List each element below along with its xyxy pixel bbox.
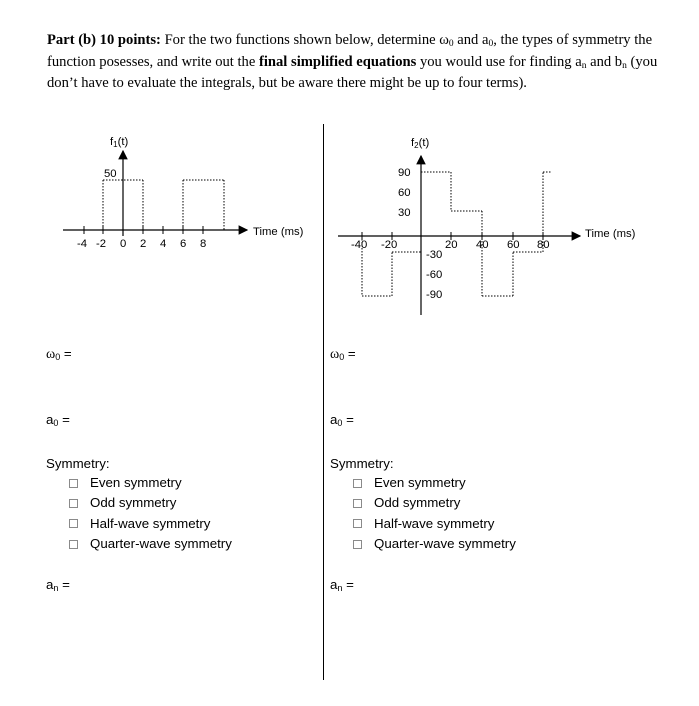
right-option-half-wave[interactable] <box>330 514 516 534</box>
right-omega-field[interactable] <box>330 346 356 363</box>
graph2-ytick: 90 <box>398 167 411 179</box>
graph2-ylabel: f2(t) <box>411 137 430 150</box>
graph2-ytick: -30 <box>426 249 443 261</box>
intro-sub-omega: 0 <box>448 39 454 49</box>
option-label: Half-wave symmetry <box>374 515 495 531</box>
left-option-half-wave[interactable] <box>46 514 232 534</box>
intro-text-2: and a <box>453 32 489 48</box>
intro-sub-an: n <box>581 60 587 71</box>
omega-eq: = <box>344 346 356 361</box>
intro-bold: final simplified equations <box>258 53 417 70</box>
symmetry-title: Symmetry: <box>330 456 394 471</box>
graph1-xtick: 8 <box>200 238 207 250</box>
left-option-even[interactable] <box>46 473 232 493</box>
omega-sub: 0 <box>55 352 61 362</box>
left-omega-field[interactable] <box>46 346 72 363</box>
checkbox-icon[interactable] <box>353 479 362 488</box>
omega-symbol: ω <box>330 347 340 362</box>
left-option-quarter-wave[interactable] <box>46 534 232 554</box>
omega-eq: = <box>60 346 72 361</box>
graph1-xtick: -4 <box>77 238 88 250</box>
right-an-field[interactable] <box>330 577 354 592</box>
an-eq: = <box>342 577 354 592</box>
checkbox-icon[interactable] <box>353 499 362 508</box>
graph2-ytick: -90 <box>426 289 443 301</box>
graph2-ytick: -60 <box>426 269 443 281</box>
option-label: Quarter-wave symmetry <box>374 536 516 552</box>
graph2-xlabel: Time (ms) <box>585 228 636 240</box>
graph1-xtick: 0 <box>120 238 127 250</box>
option-label: Odd symmetry <box>374 495 461 511</box>
a0-eq: = <box>58 412 70 427</box>
intro-sub-a: 0 <box>488 39 494 49</box>
graph1-xlabel: Time (ms) <box>253 226 304 238</box>
checkbox-icon[interactable] <box>69 479 78 488</box>
graph2-xtick: 20 <box>445 239 458 251</box>
checkbox-icon[interactable] <box>353 519 362 528</box>
an-label: a <box>46 577 54 592</box>
part-label: Part (b) 10 points: <box>47 32 161 48</box>
intro-text-6: (you don’t have to evaluate the integrals, but be aware there might be up to four terms). <box>47 53 658 91</box>
intro-text-1: For the two functions shown below, determine ω <box>160 32 449 48</box>
intro-sub-bn: n <box>622 60 627 71</box>
an-label: a <box>330 577 338 592</box>
graph1-xtick: 6 <box>180 238 187 250</box>
an-sub: n <box>337 583 343 593</box>
intro-text-5: and b <box>586 53 623 70</box>
a0-eq: = <box>342 412 354 427</box>
right-option-odd[interactable] <box>330 493 516 513</box>
right-symmetry-group <box>330 455 516 554</box>
a0-label: a <box>46 412 54 427</box>
checkbox-icon[interactable] <box>69 499 78 508</box>
omega-sub: 0 <box>339 352 345 362</box>
left-an-field[interactable] <box>46 577 70 592</box>
an-eq: = <box>58 577 70 592</box>
graph2-xtick: 60 <box>507 239 520 251</box>
checkbox-icon[interactable] <box>69 519 78 528</box>
graph1-ytick-50: 50 <box>104 168 117 180</box>
option-label: Even symmetry <box>90 475 182 491</box>
symmetry-title: Symmetry: <box>46 456 110 471</box>
a0-label: a <box>330 412 338 427</box>
graph1-xtick: -2 <box>96 238 107 250</box>
omega-symbol: ω <box>46 347 56 362</box>
graph2-ytick: 60 <box>398 187 411 199</box>
graph1-xtick: 4 <box>160 238 167 250</box>
left-a0-field[interactable] <box>46 412 70 427</box>
graph1-ylabel: f1(t) <box>110 136 129 149</box>
left-option-odd[interactable] <box>46 493 232 513</box>
graph2-xtick: 80 <box>537 239 550 251</box>
checkbox-icon[interactable] <box>69 540 78 549</box>
right-option-quarter-wave[interactable] <box>330 534 516 554</box>
an-sub: n <box>53 583 59 593</box>
checkbox-icon[interactable] <box>353 540 362 549</box>
option-label: Half-wave symmetry <box>90 515 211 531</box>
graph1-xtick: 2 <box>140 238 147 250</box>
intro-text-4: you would use for finding a <box>416 53 582 70</box>
option-label: Quarter-wave symmetry <box>90 536 232 552</box>
a0-sub: 0 <box>337 418 343 428</box>
option-label: Odd symmetry <box>90 495 177 511</box>
right-a0-field[interactable] <box>330 412 354 427</box>
option-label: Even symmetry <box>374 475 466 491</box>
graph2-xtick: -20 <box>381 239 398 251</box>
graph2-waveform <box>362 172 551 296</box>
a0-sub: 0 <box>53 418 59 428</box>
intro-text-3: , the types of symmetry the function posesses, and write out the <box>47 32 653 70</box>
graph2-ytick: 30 <box>398 207 411 219</box>
graph2-xtick: 40 <box>476 239 489 251</box>
right-option-even[interactable] <box>330 473 516 493</box>
graph2-xtick: -40 <box>351 239 368 251</box>
left-symmetry-group <box>46 455 232 554</box>
